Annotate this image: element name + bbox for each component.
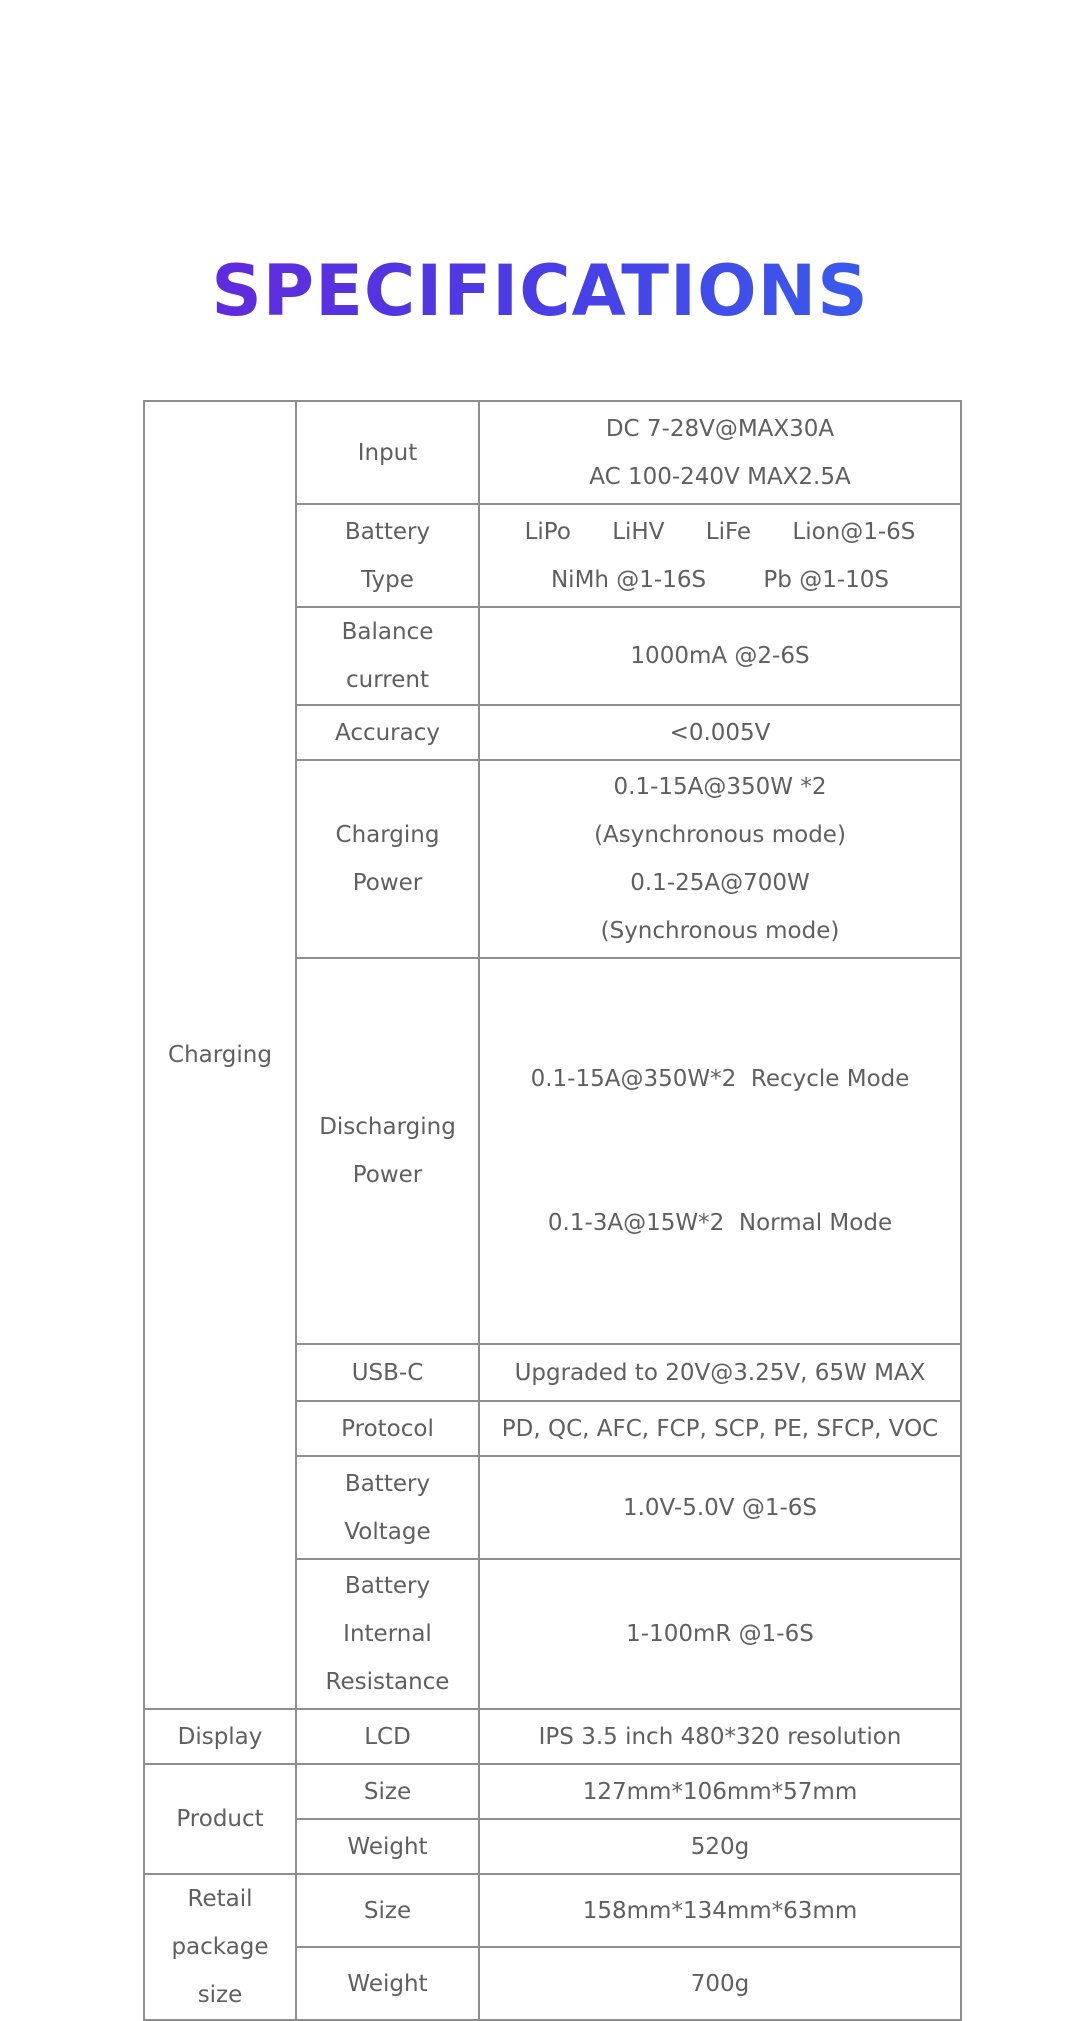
value-line: AC 100-240V MAX2.5A — [589, 463, 851, 490]
label-line: Battery — [344, 1573, 431, 1599]
row-value-charging-power — [479, 760, 961, 958]
battery-type-item: LiHV — [612, 518, 665, 545]
battery-type-item: NiMh @1-16S — [550, 566, 707, 593]
row-label-retail-weight: Weight — [296, 1947, 479, 2020]
row-value-battery-type — [479, 504, 961, 607]
row-label-product-size: Size — [296, 1764, 479, 1819]
row-value-accuracy: <0.005V — [479, 705, 961, 760]
label-line: Battery — [344, 518, 431, 545]
row-value-discharging-power — [479, 958, 961, 1344]
value-line: (Asynchronous mode) — [594, 822, 846, 848]
row-value-battery-voltage: 1.0V-5.0V @1-6S — [479, 1456, 961, 1559]
value-line: 0.1-15A@350W*2 Recycle Mode — [530, 1066, 910, 1092]
battery-type-item: Pb @1-10S — [763, 566, 890, 593]
row-label-discharging-power — [296, 958, 479, 1344]
row-label-charging-power — [296, 760, 479, 958]
table-row — [144, 1874, 961, 1947]
value-line: 0.1-25A@700W — [630, 870, 810, 896]
value-line: 0.1-3A@15W*2 Normal Mode — [547, 1210, 893, 1236]
row-label-battery-type — [296, 504, 479, 607]
row-label-lcd: LCD — [296, 1709, 479, 1764]
table-row — [144, 1709, 961, 1764]
battery-type-item: LiPo — [524, 518, 571, 545]
label-line: Internal — [343, 1621, 432, 1647]
group-line: size — [197, 1982, 243, 2008]
value-line: 0.1-15A@350W *2 — [613, 774, 827, 800]
row-label-input: Input — [296, 401, 479, 504]
row-label-balance-current: Balance current — [296, 607, 479, 705]
group-product: Product — [144, 1764, 296, 1874]
row-label-retail-size: Size — [296, 1874, 479, 1947]
row-value-battery-internal-resistance: 1-100mR @1-6S — [479, 1559, 961, 1709]
value-line: (Synchronous mode) — [600, 918, 840, 944]
label-line: Resistance — [325, 1669, 450, 1695]
row-label-usb-c: USB-C — [296, 1344, 479, 1401]
row-value-protocol: PD, QC, AFC, FCP, SCP, PE, SFCP, VOC — [479, 1401, 961, 1456]
group-line: Retail — [187, 1886, 253, 1912]
label-line: Power — [352, 1162, 423, 1188]
row-label-accuracy: Accuracy — [296, 705, 479, 760]
page-title: SPECIFICATIONS — [0, 246, 1080, 336]
group-line: package — [171, 1934, 269, 1960]
label-line: Discharging — [319, 1114, 456, 1140]
specifications-table — [143, 400, 962, 2021]
row-label-protocol: Protocol — [296, 1401, 479, 1456]
group-display: Display — [144, 1709, 296, 1764]
row-value-balance-current: 1000mA @2-6S — [479, 607, 961, 705]
group-charging: Charging — [144, 401, 296, 1709]
row-value-retail-size: 158mm*134mm*63mm — [479, 1874, 961, 1947]
row-value-lcd: IPS 3.5 inch 480*320 resolution — [479, 1709, 961, 1764]
row-value-input — [479, 401, 961, 504]
battery-type-item: LiFe — [705, 518, 752, 545]
row-label-product-weight: Weight — [296, 1819, 479, 1874]
row-value-product-weight: 520g — [479, 1819, 961, 1874]
battery-type-item: Lion@1-6S — [792, 518, 916, 545]
value-line: DC 7-28V@MAX30A — [605, 415, 835, 442]
row-label-battery-internal-resistance — [296, 1559, 479, 1709]
label-line: Battery — [344, 1470, 431, 1497]
label-line: Power — [352, 870, 423, 896]
row-label-battery-voltage — [296, 1456, 479, 1559]
row-value-product-size: 127mm*106mm*57mm — [479, 1764, 961, 1819]
value-line — [484, 508, 956, 556]
row-value-usb-c: Upgraded to 20V@3.25V, 65W MAX — [479, 1344, 961, 1401]
label-line: Charging — [335, 822, 440, 848]
label-line: Type — [361, 566, 414, 593]
row-value-retail-weight: 700g — [479, 1947, 961, 2020]
label-line: Voltage — [344, 1518, 431, 1545]
table-row — [144, 401, 961, 504]
table-row — [144, 1764, 961, 1819]
group-retail-package-size — [144, 1874, 296, 2020]
value-line — [484, 556, 956, 604]
